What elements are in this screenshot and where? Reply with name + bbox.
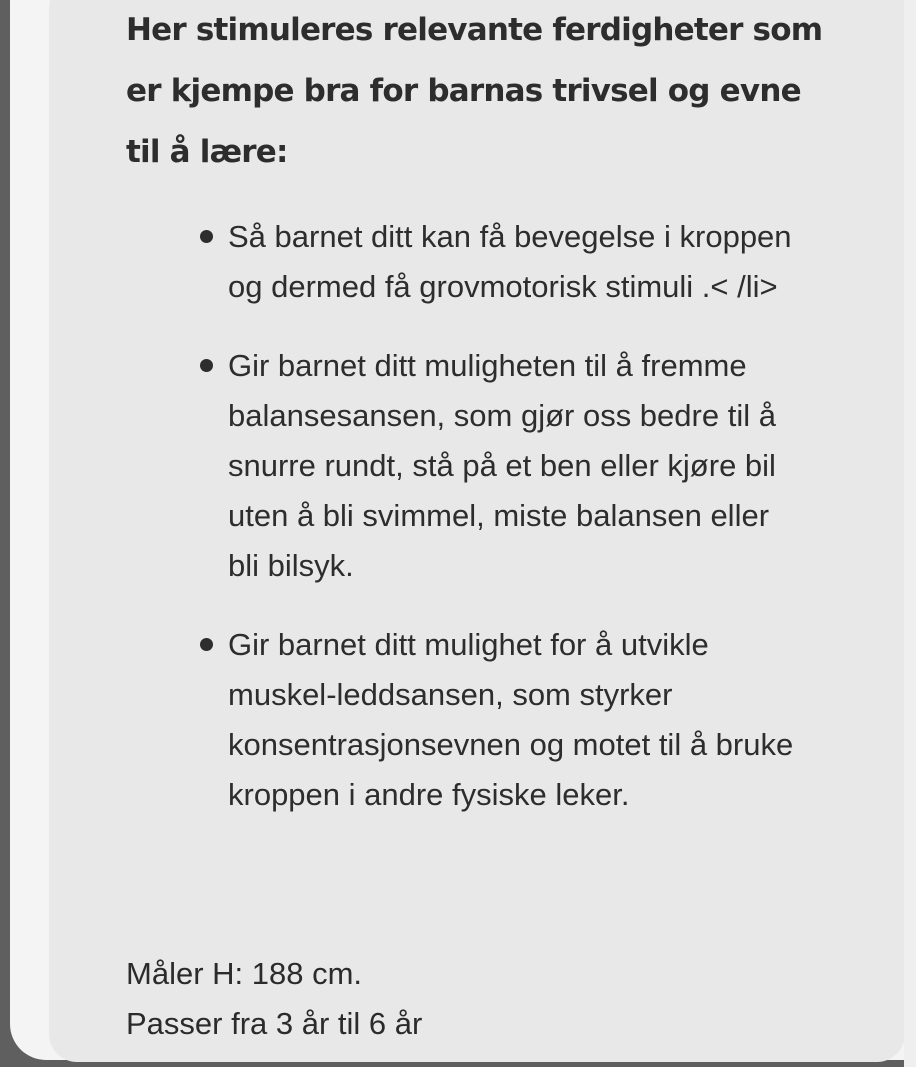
bullet-icon — [200, 359, 213, 372]
age-range: Passer fra 3 år til 6 år — [126, 1006, 423, 1041]
benefit-list-item — [126, 212, 816, 312]
bullet-icon — [200, 638, 213, 651]
benefits-list — [126, 212, 816, 820]
benefit-list-item — [126, 341, 816, 591]
bullet-icon — [200, 230, 213, 243]
benefits-heading: Her stimuleres relevante ferdigheter som er kjempe bra for barnas trivsel og evne til å lære: — [126, 12, 823, 170]
benefit-text: Gir barnet ditt muligheten til å fremme balansesansen, som gjør oss bedre til å snurre rundt, stå på et ben eller kjøre bil uten å bli svimmel, miste balansen eller bli bilsyk. — [228, 348, 776, 583]
product-specifications — [126, 949, 626, 1049]
benefit-text: Gir barnet ditt mulighet for å utvikle muskel-leddsansen, som styrker konsentrasjonsevnen og motet til å bruke kroppen i andre fysiske leker. — [228, 627, 794, 812]
benefit-list-item — [126, 620, 816, 820]
product-description — [126, 0, 823, 820]
product-height: Måler H: 188 cm. — [126, 956, 363, 991]
right-edge-strip — [904, 0, 916, 1067]
benefit-text: Så barnet ditt kan få bevegelse i kroppen og dermed få grovmotorisk stimuli .< /li> — [228, 219, 792, 304]
